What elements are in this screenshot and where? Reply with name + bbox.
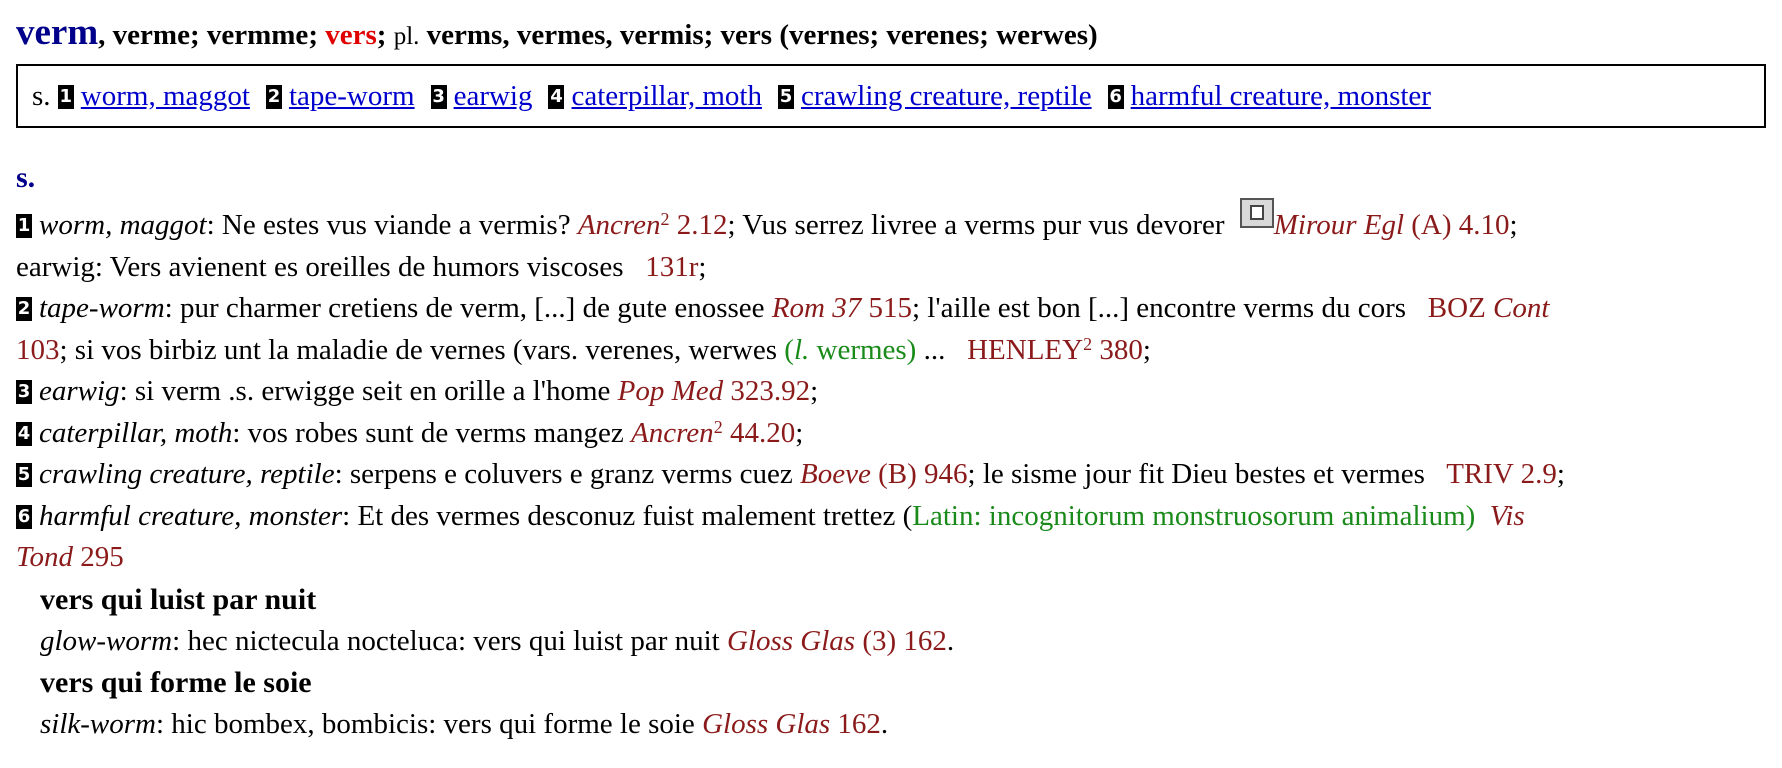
citation[interactable] — [16, 541, 124, 573]
separator: ; — [308, 19, 326, 51]
ellipsis: ... — [916, 333, 953, 366]
citation-ref: 44.20 — [722, 416, 796, 449]
sense-link-label[interactable]: earwig — [453, 79, 533, 112]
citation-title: Cont — [1493, 292, 1550, 324]
citation[interactable] — [578, 209, 728, 241]
sense-6-continued — [16, 537, 1766, 579]
citation[interactable] — [1428, 292, 1550, 324]
sense-number: 6 — [17, 505, 31, 527]
citation-ref: 295 — [72, 541, 124, 573]
citation-title: HENLEY — [967, 333, 1084, 366]
variant: vermme — [206, 19, 309, 51]
citation-ref: 515 — [861, 292, 912, 324]
sense-gloss: glow-worm — [40, 624, 173, 657]
sense-gloss: crawling creature, reptile — [39, 458, 335, 490]
sense-number: 5 — [17, 464, 31, 485]
quotation: : Et des vermes desconuz fuist malement trettez ( — [342, 499, 913, 532]
separator: ; — [376, 19, 394, 51]
citation-ref: (B) 946 — [870, 458, 968, 490]
citation[interactable] — [772, 292, 912, 324]
subentry-sense — [40, 704, 1766, 746]
citation[interactable] — [1274, 209, 1510, 241]
citation[interactable] — [727, 625, 947, 657]
sense-link-label[interactable]: worm, maggot — [80, 79, 250, 112]
quotation: : vos robes sunt de verms mangez — [232, 416, 632, 449]
sense-link-label[interactable]: caterpillar, moth — [571, 79, 762, 112]
subentry-glow-worm — [16, 579, 1766, 663]
headword-line — [16, 10, 1766, 60]
citation-ref: 323.92 — [723, 375, 811, 407]
sense-gloss: silk-worm — [40, 708, 156, 740]
citation-title: Gloss Glas — [726, 624, 856, 657]
sense-number: 3 — [432, 85, 445, 107]
sense-gloss: caterpillar, moth — [39, 416, 233, 449]
citation-title: Tond — [16, 541, 73, 573]
senses-body — [16, 198, 1766, 746]
quotation: : hic bombex, bombicis: vers qui forme le soie — [156, 708, 703, 740]
citation[interactable] — [631, 417, 795, 449]
quotation: : si verm .s. erwigge seit en orille a l'home — [119, 375, 618, 407]
sense-number: 4 — [17, 422, 31, 444]
sense-number: 1 — [59, 85, 73, 107]
citation[interactable] — [967, 334, 1143, 366]
citation-sup: 2 — [713, 416, 723, 437]
sense-link-label[interactable]: tape-worm — [288, 79, 415, 112]
citation-ref[interactable]: 103 — [16, 333, 60, 366]
quotation: : Ne estes vus viande a vermis? — [206, 209, 578, 241]
punctuation: ; — [810, 375, 819, 407]
variant-highlighted: vers — [325, 19, 377, 51]
sense-number: 2 — [17, 298, 31, 319]
sense-link-label[interactable]: harmful creature, monster — [1130, 79, 1431, 112]
sense-4 — [16, 413, 1766, 455]
sense-5 — [16, 454, 1766, 496]
pos-label: s. — [32, 79, 51, 112]
quotation: ; l'aille est bon [...] encontre verms du cors — [911, 292, 1414, 324]
plural-label: pl. — [393, 23, 420, 50]
punctuation: ; — [1142, 333, 1151, 366]
sense-gloss: worm, maggot — [39, 209, 207, 241]
quotation: ; Vus serrez livree a verms pur vus devorer — [727, 209, 1232, 241]
sense-gloss: harmful creature, monster — [39, 499, 343, 532]
sense-link-6[interactable] — [1108, 80, 1431, 113]
sense-2 — [16, 288, 1766, 330]
sense-link-4[interactable] — [548, 80, 761, 113]
sense-gloss: tape-worm — [39, 292, 165, 324]
quotation: : pur charmer cretiens de verm, [...] de gute enossee — [164, 292, 772, 324]
sense-number: 5 — [779, 85, 793, 107]
subentry-silk-worm — [16, 662, 1766, 746]
punctuation: ; — [1509, 209, 1518, 241]
sense-number: 1 — [17, 215, 31, 236]
punctuation: ; — [1556, 458, 1565, 490]
variant: verme — [112, 19, 190, 51]
quotation: : hec nictecula nocteluca: vers qui luist par nuit — [172, 624, 727, 657]
sense-link-1[interactable] — [58, 80, 250, 113]
citation-title: Mirour Egl — [1273, 209, 1404, 241]
sense-number: 3 — [17, 381, 31, 402]
editor-note: (l. wermes) — [784, 333, 917, 366]
plural-forms: verms, vermes, vermis; vers (vernes; verenes; werwes) — [426, 19, 1098, 51]
punctuation: . — [880, 708, 889, 740]
sense-number: 4 — [550, 85, 563, 107]
senses-summary-box — [16, 64, 1766, 128]
sense-link-label[interactable]: crawling creature, reptile — [800, 79, 1092, 112]
citation-prefix: BOZ — [1427, 292, 1494, 324]
citation-title: Ancren — [631, 416, 714, 449]
pos-heading: s. — [16, 161, 36, 194]
quotation: : serpens e coluvers e granz verms cuez — [334, 458, 800, 490]
citation-title: Pop Med — [617, 375, 724, 407]
citation-title: Gloss Glas — [702, 708, 831, 740]
punctuation: ; — [795, 416, 804, 449]
citation[interactable] — [618, 375, 811, 407]
sense-2-continued — [16, 330, 1766, 372]
punctuation: . — [946, 624, 955, 657]
subentry-sense — [40, 621, 1766, 663]
citation-sup: 2 — [660, 209, 670, 229]
citation[interactable]: 131r — [645, 250, 699, 283]
sense-number: 6 — [1109, 85, 1122, 107]
citation[interactable] — [702, 708, 881, 740]
headword: verm — [16, 12, 99, 53]
sense-6 — [16, 496, 1766, 538]
source-book-icon[interactable] — [1240, 198, 1274, 228]
subentry-heading: vers qui forme le soie — [40, 666, 312, 699]
citation[interactable]: TRIV 2.9 — [1446, 458, 1557, 490]
citation[interactable] — [1490, 500, 1525, 532]
quotation: ; si vos birbiz unt la maladie de vernes (vars. verenes, werwes — [59, 333, 785, 366]
sense-1-continued — [16, 247, 1766, 289]
quotation: earwig: Vers avienent es oreilles de humors viscoses — [16, 250, 631, 283]
subentry-heading: vers qui luist par nuit — [40, 582, 317, 616]
citation-title: Ancren — [577, 209, 661, 241]
citation-ref: 2.12 — [669, 209, 728, 241]
quotation: ; le sisme jour fit Dieu bestes et vermes — [967, 458, 1433, 490]
sense-link-3[interactable] — [431, 80, 533, 113]
citation-ref: 162 — [830, 708, 881, 740]
citation-ref: 380 — [1092, 333, 1143, 366]
sense-number: 2 — [267, 85, 281, 107]
citation-ref: (3) 162 — [855, 624, 947, 657]
separator: ; — [189, 19, 207, 51]
punctuation: ; — [698, 250, 707, 283]
latin-source: Latin: incognitorum monstruosorum animalium) — [912, 499, 1476, 532]
citation-title: Boeve — [800, 458, 871, 490]
citation-sup: 2 — [1083, 333, 1093, 354]
separator: , — [98, 19, 113, 51]
sense-link-2[interactable] — [266, 80, 415, 113]
sense-gloss: earwig — [39, 375, 120, 407]
citation-ref: (A) 4.10 — [1404, 209, 1510, 241]
sense-1 — [16, 198, 1766, 247]
citation-title: Rom 37 — [771, 292, 862, 324]
citation-title: Vis — [1489, 499, 1525, 532]
separator — [419, 19, 426, 51]
sense-3 — [16, 371, 1766, 413]
sense-link-5[interactable] — [778, 80, 1092, 113]
citation[interactable] — [800, 458, 968, 490]
